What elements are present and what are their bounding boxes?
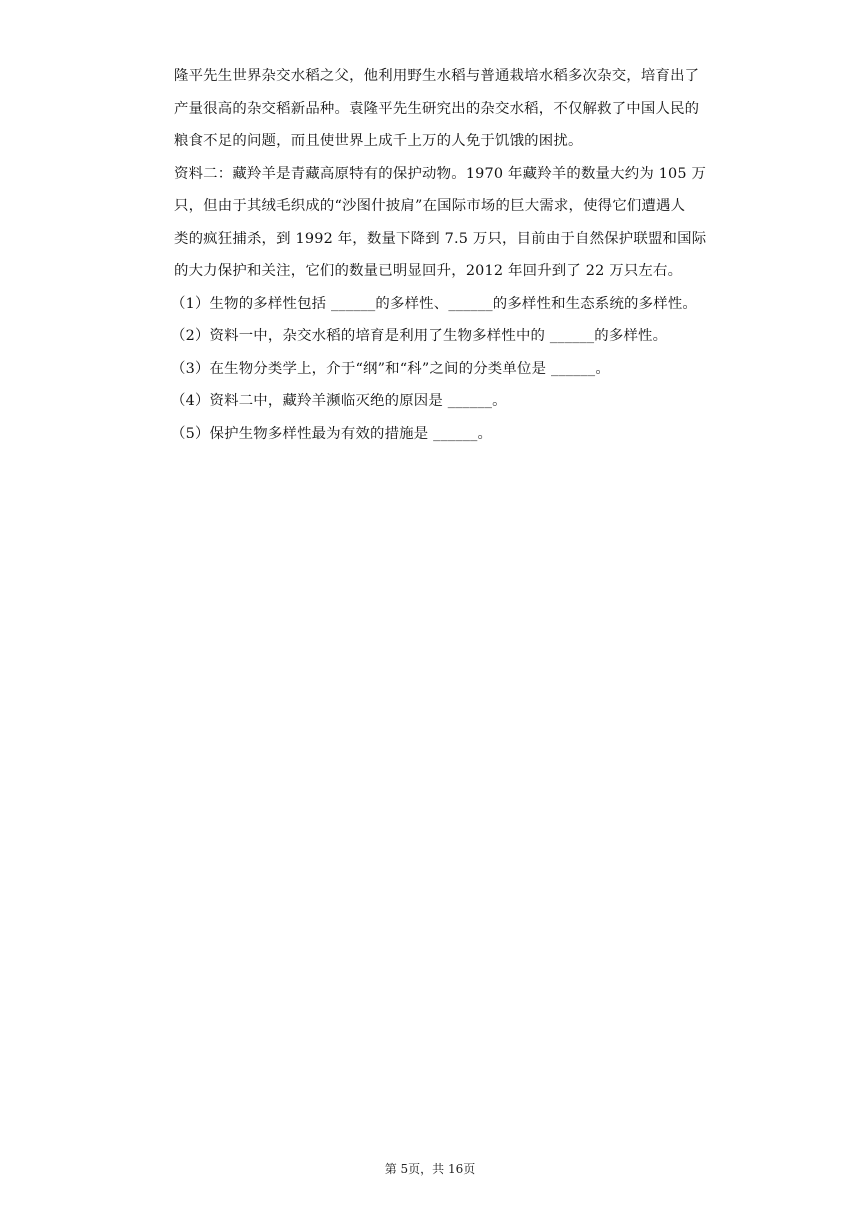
paragraph-line: 产量很高的杂交稻新品种。袁隆平先生研究出的杂交水稻，不仅解救了中国人民的 bbox=[174, 100, 700, 117]
paragraph-line: 隆平先生世界杂交水稻之父，他利用野生水稻与普通栽培水稻多次杂交，培育出了 bbox=[174, 68, 700, 84]
material-two-paragraph bbox=[174, 158, 734, 288]
question-item-2: （2）资料一中，杂交水稻的培育是利用了生物多样性中的 ______的多样性。 bbox=[171, 328, 668, 344]
question-item-5: （5）保护生物多样性最为有效的措施是 ______。 bbox=[171, 425, 493, 442]
document-body bbox=[171, 60, 734, 450]
paragraph-line: 资料二：藏羚羊是青藏高原特有的保护动物。1970 年藏羚羊的数量大约为 105 万 bbox=[174, 165, 707, 182]
material-one-paragraph bbox=[174, 60, 734, 158]
question-item-4: （4）资料二中，藏羚羊濒临灭绝的原因是 ______。 bbox=[171, 393, 507, 409]
question-list bbox=[171, 288, 734, 451]
paragraph-line: 粮食不足的问题，而且使世界上成千上万的人免于饥饿的困扰。 bbox=[174, 133, 583, 149]
paragraph-line: 只，但由于其绒毛织成的“沙图什披肩”在国际市场的巨大需求，使得它们遭遇人 bbox=[174, 198, 686, 214]
paragraph-line: 类的疯狂捕杀，到 1992 年，数量下降到 7.5 万只，目前由于自然保护联盟和国际 bbox=[174, 230, 707, 247]
question-item-1: （1）生物的多样性包括 ______的多样性、______的多样性和生态系统的多样性。 bbox=[171, 295, 698, 312]
question-item-3: （3）在生物分类学上，介于“纲”和“科”之间的分类单位是 ______。 bbox=[171, 360, 610, 377]
page-footer: 第 5页，共 16页 bbox=[384, 1162, 476, 1176]
paragraph-line: 的大力保护和关注，它们的数量已明显回升，2012 年回升到了 22 万只左右。 bbox=[174, 263, 683, 279]
